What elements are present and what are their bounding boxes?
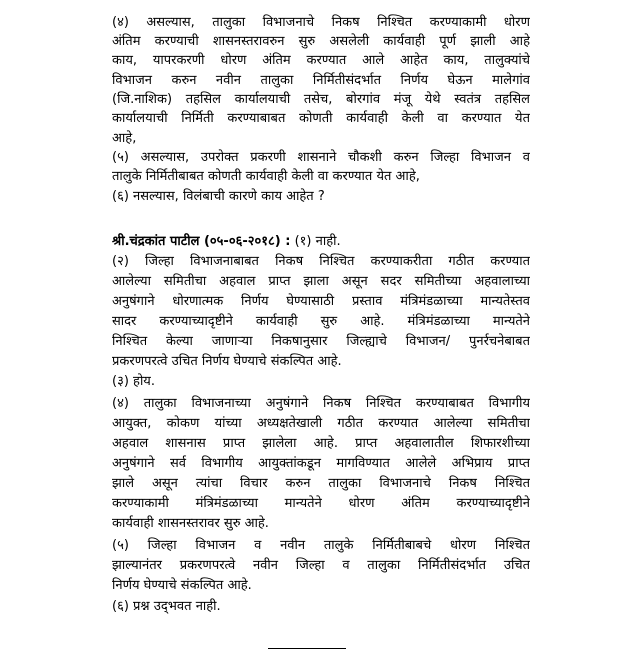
speaker-name: श्री.चंद्रकांत पाटील (०५-०६-२०१८) : — [112, 234, 291, 249]
answer-line: (५) जिल्हा विभाजन व नवीन तालुके निर्मितीबाबचे धोरण निश्चित — [112, 538, 530, 553]
answer-line: अहवाल शासनास प्राप्त झालेला आहे. प्राप्त अहवालातील शिफारशीच्या — [112, 436, 530, 451]
answer-line: अनुषंगाने धोरणात्मक निर्णय घेण्यासाठी प्रस्ताव मंत्रिमंडळाच्या मान्यतेस्तव — [112, 294, 530, 309]
answer-line: करण्याकामी मंत्रिमंडळाच्या मान्यतेने धोरण अंतिम करण्याच्यादृष्टीने — [112, 496, 530, 511]
answer-line: (३) होय. — [112, 374, 155, 389]
answer-line: झाले असून त्यांचा विचार करुन तालुका विभाजनाचे निकष निश्चित — [112, 476, 530, 491]
answer-line: प्रकरणपरत्वे उचित निर्णय घेण्याचे संकल्पित आहे. — [112, 354, 342, 369]
question-line: कार्यालयाची निर्मिती करण्याबाबत कोणती कार्यवाही केली वा करण्यात येत — [112, 111, 530, 126]
question-line: (५) असल्यास, उपरोक्त प्रकरणी शासनाने चौकशी करुन जिल्हा विभाजन व — [112, 150, 530, 165]
answer-line: (२) जिल्हा विभाजनाबाबत निकष निश्चित करण्याकरीता गठीत करण्यात — [112, 254, 530, 269]
answer-line: (४) तालुका विभाजनाच्या अनुषंगाने निकष निश्चित करण्याबाबत विभागीय — [112, 396, 530, 411]
question-line: विभाजन करुन नवीन तालुका निर्मितीसंदर्भात निर्णय घेऊन मालेगांव — [112, 73, 530, 88]
question-line: काय, यापरकरणी धोरण अंतिम करण्यात आले आहेत काय, तालुक्यांचे — [112, 53, 530, 68]
answer-line: अनुषंगाने सर्व विभागीय आयुक्तांकडून मागविण्यात आलेले अभिप्राय प्राप्त — [112, 456, 530, 471]
question-line: तालुके निर्मितीबाबत कोणती कार्यवाही केली वा करण्यात येत आहे, — [112, 169, 420, 184]
question-line: आहे, — [112, 131, 137, 146]
question-line: (४) असल्यास, तालुका विभाजनाचे निकष निश्चित करण्याकामी धोरण — [112, 15, 530, 30]
answer-line: सादर करण्याच्यादृष्टीने कार्यवाही सुरु आहे. मंत्रिमंडळाच्या मान्यतेने — [112, 314, 530, 329]
answer-line: कार्यवाही शासनस्तरावर सुरु आहे. — [112, 516, 269, 531]
question-line: (जि.नाशिक) तहसिल कार्यालयाची तसेच, बोरगांव मंजू येथे स्वतंत्र तहसिल — [112, 92, 530, 107]
answer-item-1: (१) नाही. — [294, 234, 341, 249]
answer-line: आयुक्त, कोकण यांच्या अध्यक्षतेखाली गठीत करण्यात आलेल्या समितीचा — [112, 416, 530, 431]
question-line: अंतिम करण्याची शासनस्तरावरुन सुरु असलेली कार्यवाही पूर्ण झाली आहे — [112, 34, 530, 49]
answer-line: (६) प्रश्न उद्‌भवत नाही. — [112, 599, 221, 614]
answer-line: झाल्यानंतर प्रकरणपरत्वे नवीन जिल्हा व तालुका निर्मितीसंदर्भात उचित — [112, 558, 530, 573]
question-line: (६) नसल्यास, विलंबाची कारणे काय आहेत ? — [112, 189, 325, 204]
answer-heading — [112, 232, 530, 251]
answer-line: आलेल्या समितीचा अहवाल प्राप्त झाला असून सदर समितीच्या अहवालाच्या — [112, 274, 530, 289]
end-rule — [268, 648, 346, 649]
answer-line: निश्चित केल्या जाणाऱ्या निकषानुसार जिल्ह्याचे विभाजन/ पुनर्रचनेबाबत — [112, 334, 530, 349]
answer-line: निर्णय घेण्याचे संकल्पित आहे. — [112, 578, 252, 593]
